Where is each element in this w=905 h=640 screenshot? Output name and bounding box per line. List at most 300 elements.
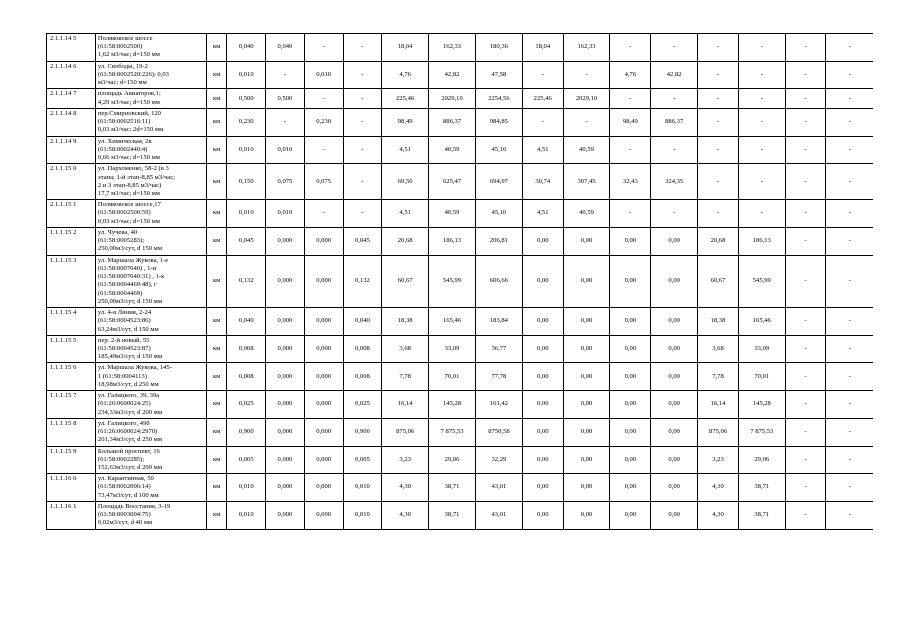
row-value-cell: 0,00 [651, 335, 698, 363]
row-value-cell: 0,00 [522, 255, 563, 307]
row-value-cell: 165,46 [738, 308, 785, 336]
address-line: (61:26:0600024:25) [97, 400, 151, 408]
row-value-cell: - [563, 61, 610, 89]
row-value-cell: 0,010 [266, 136, 305, 164]
table-row [47, 363, 874, 391]
row-value-cell: 0,008 [343, 335, 382, 363]
address-line: 18,98м3/сут, d 250 мм [97, 380, 159, 388]
address-line: ул. 4-я Линия, 2-24 [97, 309, 152, 317]
row-address [95, 200, 206, 228]
row-value-cell: 4,51 [522, 200, 563, 228]
row-value-cell: 0,010 [227, 136, 266, 164]
address-line: 1,62 м3/час; d=150 мм [97, 51, 160, 59]
row-value-cell: 183,84 [475, 308, 522, 336]
row-code: 2.1.1.14 7 [47, 89, 96, 108]
row-value-cell: 77,78 [475, 363, 522, 391]
row-address [95, 61, 206, 89]
table-row [47, 164, 874, 200]
row-code: 1.1.1.15 6 [47, 363, 96, 391]
row-value-cell: 0,000 [266, 446, 305, 474]
row-value-cell: 7,78 [382, 363, 429, 391]
row-value-cell: 0,005 [343, 446, 382, 474]
row-value-cell: 0,008 [343, 363, 382, 391]
row-value-cell: 0,025 [227, 391, 266, 419]
address-line: (61:58:0004469:48), г [97, 281, 157, 289]
row-value-cell: - [343, 136, 382, 164]
row-value-cell: 70,01 [429, 363, 476, 391]
row-value-cell: - [826, 501, 873, 529]
row-value-cell: 98,49 [382, 108, 429, 136]
address-line: ул. Свободы, 19-2 [97, 62, 148, 70]
address-line: (61:58:0002520:226); 0,03 [97, 70, 169, 78]
address-line: ул. Галицкого, 39, 39а [97, 392, 160, 400]
row-value-cell: 0,500 [266, 89, 305, 108]
row-value-cell: 33,09 [738, 335, 785, 363]
row-value-cell: 0,000 [304, 227, 343, 255]
address-line: пер.Смирновский, 120 [97, 109, 161, 117]
row-unit: км [206, 446, 226, 474]
row-value-cell: 0,000 [304, 335, 343, 363]
row-address [95, 474, 206, 502]
address-line: 4,29 м3/час; d=150 мм [97, 98, 160, 106]
row-value-cell: 18,04 [382, 34, 429, 62]
address-line: ул. Маршала Жукова, 145- [97, 364, 172, 372]
row-value-cell: 0,00 [522, 227, 563, 255]
row-unit: км [206, 391, 226, 419]
row-value-cell: - [610, 200, 651, 228]
row-value-cell: 694,97 [475, 164, 522, 200]
table-row [47, 335, 874, 363]
row-value-cell: 4,30 [382, 474, 429, 502]
row-value-cell: 0,045 [343, 227, 382, 255]
row-value-cell: 70,01 [738, 363, 785, 391]
row-value-cell: 45,10 [475, 200, 522, 228]
row-address [95, 34, 206, 62]
row-address [95, 108, 206, 136]
row-value-cell: 0,00 [522, 363, 563, 391]
address-line: (61:58:0004469) [97, 289, 143, 297]
row-address [95, 255, 206, 307]
row-value-cell: 18,38 [382, 308, 429, 336]
row-address [95, 89, 206, 108]
row-value-cell: 162,33 [563, 34, 610, 62]
row-value-cell: 0,000 [266, 501, 305, 529]
row-value-cell: 162,33 [429, 34, 476, 62]
row-value-cell: 29,06 [738, 446, 785, 474]
row-unit: км [206, 363, 226, 391]
table-row [47, 200, 874, 228]
row-value-cell: 40,59 [429, 136, 476, 164]
row-value-cell: 886,37 [651, 108, 698, 136]
row-value-cell: - [826, 89, 873, 108]
row-value-cell: 0,00 [563, 308, 610, 336]
row-code: 1.1.1.15 2 [47, 227, 96, 255]
row-value-cell: 225,46 [522, 89, 563, 108]
row-value-cell: 0,00 [651, 308, 698, 336]
row-value-cell: - [826, 34, 873, 62]
table-row [47, 108, 874, 136]
row-value-cell: 38,71 [429, 474, 476, 502]
row-value-cell: 0,00 [610, 335, 651, 363]
row-value-cell: 0,00 [522, 418, 563, 446]
address-line: 250,00м3/сут, d 150 мм [97, 245, 162, 253]
row-value-cell: 4,51 [382, 200, 429, 228]
table-row [47, 391, 874, 419]
row-value-cell: 98,49 [610, 108, 651, 136]
row-value-cell: 4,76 [382, 61, 429, 89]
row-value-cell: 45,10 [475, 136, 522, 164]
address-line: площадь Авиаторов,1; [97, 90, 161, 98]
row-value-cell: 180,36 [475, 34, 522, 62]
row-value-cell: 545,99 [429, 255, 476, 307]
row-value-cell: 0,00 [651, 418, 698, 446]
row-address [95, 308, 206, 336]
table-row [47, 136, 874, 164]
row-value-cell: 0,010 [227, 200, 266, 228]
row-value-cell: - [826, 308, 873, 336]
row-value-cell: - [304, 136, 343, 164]
address-line: ул. Маршала Жукова, 1-е [97, 256, 169, 264]
row-value-cell: - [343, 108, 382, 136]
row-address [95, 335, 206, 363]
row-value-cell: - [738, 89, 785, 108]
row-value-cell: - [785, 89, 826, 108]
row-value-cell: - [651, 34, 698, 62]
row-value-cell: 0,00 [522, 501, 563, 529]
address-line: (61:58:0002500:59) [97, 209, 151, 217]
row-value-cell: - [522, 61, 563, 89]
row-value-cell: - [826, 474, 873, 502]
address-line: (61:58:0003004:75) [97, 511, 151, 519]
row-value-cell: 0,000 [266, 363, 305, 391]
row-value-cell: 0,008 [227, 363, 266, 391]
row-value-cell: 0,900 [343, 418, 382, 446]
address-line: 0,02м3/сут, d 40 мм [97, 519, 153, 527]
row-value-cell: - [785, 474, 826, 502]
row-code: 2.1.1.15 1 [47, 200, 96, 228]
row-value-cell: - [785, 363, 826, 391]
row-value-cell: 984,85 [475, 108, 522, 136]
row-value-cell: - [785, 418, 826, 446]
row-value-cell: 0,150 [227, 164, 266, 200]
row-value-cell: 7,78 [698, 363, 739, 391]
row-value-cell: - [785, 446, 826, 474]
address-line: (61:58:0002285); [97, 455, 145, 463]
row-value-cell: - [826, 363, 873, 391]
row-value-cell: - [826, 335, 873, 363]
row-value-cell: 0,000 [266, 474, 305, 502]
row-code: 2.1.1.14 6 [47, 61, 96, 89]
row-value-cell: 0,000 [304, 501, 343, 529]
row-value-cell: - [826, 446, 873, 474]
row-value-cell: 2029,10 [429, 89, 476, 108]
row-value-cell: - [826, 61, 873, 89]
address-line: ул. Чучева, 40 [97, 228, 138, 236]
row-unit: км [206, 61, 226, 89]
row-value-cell: - [738, 61, 785, 89]
address-line: Поляковское шоссе [97, 35, 153, 42]
row-value-cell: 29,06 [429, 446, 476, 474]
row-code: 1.1.1.15 9 [47, 446, 96, 474]
address-line: (61:58:0004523:87) [97, 344, 151, 352]
row-value-cell: 0,075 [304, 164, 343, 200]
row-value-cell: - [522, 108, 563, 136]
address-line: (61:58:0002516:11) [97, 118, 151, 126]
row-value-cell: - [826, 227, 873, 255]
address-line: 250,00м3/сут, d 150 мм [97, 297, 162, 305]
row-value-cell: - [785, 391, 826, 419]
row-value-cell: - [738, 200, 785, 228]
row-value-cell: - [785, 227, 826, 255]
row-value-cell: - [785, 200, 826, 228]
address-line: 234,33м3/сут, d 200 мм [97, 408, 162, 416]
row-value-cell: 0,000 [266, 227, 305, 255]
row-value-cell: 0,00 [610, 501, 651, 529]
row-value-cell: 0,00 [610, 363, 651, 391]
row-value-cell: 545,99 [738, 255, 785, 307]
address-line: 152,63м3/сут, d 200 мм [97, 464, 162, 472]
row-value-cell: - [698, 164, 739, 200]
row-value-cell: 18,04 [522, 34, 563, 62]
row-value-cell: 0,00 [610, 446, 651, 474]
row-value-cell: 186,13 [429, 227, 476, 255]
row-value-cell: - [343, 164, 382, 200]
row-value-cell: - [698, 136, 739, 164]
row-value-cell: 38,71 [738, 501, 785, 529]
row-value-cell: - [698, 108, 739, 136]
address-line: (61:58:0002440:4) [97, 145, 148, 153]
row-value-cell: 47,58 [475, 61, 522, 89]
row-value-cell: 0,00 [563, 391, 610, 419]
row-value-cell: 38,71 [738, 474, 785, 502]
row-value-cell: 0,900 [227, 418, 266, 446]
row-value-cell: 3,23 [382, 446, 429, 474]
row-value-cell: 0,132 [343, 255, 382, 307]
row-value-cell: 0,040 [227, 308, 266, 336]
row-code: 2.1.1.14 8 [47, 108, 96, 136]
row-value-cell: - [826, 164, 873, 200]
row-value-cell: - [651, 200, 698, 228]
row-unit: км [206, 136, 226, 164]
row-value-cell: 0,000 [266, 308, 305, 336]
row-value-cell: - [785, 255, 826, 307]
row-unit: км [206, 34, 226, 62]
row-value-cell: 0,00 [651, 227, 698, 255]
row-value-cell: 0,010 [227, 501, 266, 529]
row-unit: км [206, 308, 226, 336]
row-value-cell: - [785, 61, 826, 89]
cost-table [46, 33, 873, 530]
row-unit: км [206, 418, 226, 446]
row-value-cell: 0,010 [227, 474, 266, 502]
address-line: (61:58:0002006:14) [97, 483, 151, 491]
row-value-cell: 0,005 [227, 446, 266, 474]
address-line: 185,49м3/сут, d 150 мм [97, 353, 162, 361]
row-value-cell: 0,000 [266, 255, 305, 307]
row-value-cell: 4,51 [522, 136, 563, 164]
row-value-cell: 4,30 [698, 474, 739, 502]
row-value-cell: 0,00 [610, 474, 651, 502]
row-unit: км [206, 108, 226, 136]
row-value-cell: 0,040 [343, 308, 382, 336]
row-value-cell: 0,230 [304, 108, 343, 136]
row-value-cell: 0,00 [522, 391, 563, 419]
row-address [95, 363, 206, 391]
address-line: (61:58:0004523:86) [97, 317, 151, 325]
row-value-cell: - [610, 89, 651, 108]
row-value-cell: 20,68 [698, 227, 739, 255]
row-value-cell: 0,500 [227, 89, 266, 108]
row-value-cell: 165,46 [429, 308, 476, 336]
row-value-cell: - [651, 89, 698, 108]
row-value-cell: 2254,56 [475, 89, 522, 108]
address-line: 0,03 м3/час; 2d=150 мм [97, 126, 164, 134]
row-value-cell: 0,000 [304, 474, 343, 502]
row-value-cell: - [826, 391, 873, 419]
row-value-cell: - [785, 136, 826, 164]
row-value-cell: 7 875,53 [738, 418, 785, 446]
row-value-cell: 875,06 [698, 418, 739, 446]
row-value-cell: 0,00 [563, 363, 610, 391]
address-line: ул. Химическая, 2в [97, 137, 152, 145]
row-value-cell: 3,23 [698, 446, 739, 474]
address-line: (61:26:0600024:2970) [97, 428, 158, 436]
address-line: 0,03 м3/час; d=150 мм [97, 217, 160, 225]
row-unit: км [206, 164, 226, 200]
row-value-cell: 0,132 [227, 255, 266, 307]
row-value-cell: 4,76 [610, 61, 651, 89]
row-value-cell: 0,025 [343, 391, 382, 419]
row-value-cell: 0,000 [304, 308, 343, 336]
row-value-cell: - [826, 108, 873, 136]
row-value-cell: - [698, 89, 739, 108]
address-line: 1 (61:58:0004113) [97, 372, 147, 380]
table-row [47, 34, 874, 62]
row-value-cell: 40,59 [563, 136, 610, 164]
row-value-cell: 0,008 [227, 335, 266, 363]
row-value-cell: 30,74 [522, 164, 563, 200]
address-line: 63,24м3/сут, d 150 мм [97, 325, 159, 333]
row-value-cell: 0,075 [266, 164, 305, 200]
row-value-cell: - [304, 34, 343, 62]
row-value-cell: 0,000 [304, 418, 343, 446]
row-code: 1.1.1.15 3 [47, 255, 96, 307]
row-address [95, 418, 206, 446]
row-value-cell: 0,00 [610, 227, 651, 255]
row-value-cell: 20,68 [382, 227, 429, 255]
row-value-cell: 3,68 [382, 335, 429, 363]
row-value-cell: 32,43 [610, 164, 651, 200]
row-value-cell: - [610, 136, 651, 164]
row-value-cell: - [343, 89, 382, 108]
row-value-cell: - [304, 200, 343, 228]
document-page [46, 33, 873, 530]
row-value-cell: - [785, 308, 826, 336]
table-row [47, 418, 874, 446]
row-value-cell: 43,01 [475, 501, 522, 529]
row-value-cell: 886,37 [429, 108, 476, 136]
row-value-cell: - [785, 34, 826, 62]
row-value-cell: 0,00 [610, 391, 651, 419]
row-value-cell: 7 875,53 [429, 418, 476, 446]
row-value-cell: 0,00 [522, 446, 563, 474]
row-value-cell: 4,51 [382, 136, 429, 164]
row-value-cell: 0,00 [563, 335, 610, 363]
row-value-cell: 0,00 [563, 446, 610, 474]
row-address [95, 391, 206, 419]
row-value-cell: 0,00 [522, 308, 563, 336]
row-value-cell: - [826, 136, 873, 164]
row-value-cell: - [698, 200, 739, 228]
address-line: м3/час; d=150 мм [97, 79, 147, 87]
row-value-cell: 0,010 [304, 61, 343, 89]
row-value-cell: 0,000 [304, 255, 343, 307]
row-value-cell: - [304, 89, 343, 108]
row-value-cell: 0,00 [563, 501, 610, 529]
row-value-cell: 0,00 [651, 391, 698, 419]
row-value-cell: 145,28 [738, 391, 785, 419]
address-line: 201,34м3/сут, d 250 мм [97, 436, 162, 444]
row-value-cell: 225,46 [382, 89, 429, 108]
row-value-cell: 4,30 [698, 501, 739, 529]
row-value-cell: - [785, 164, 826, 200]
address-line: этапа; 1-й этап-8,85 м3/час; [97, 173, 175, 181]
row-value-cell: - [266, 61, 305, 89]
row-value-cell: 0,00 [563, 227, 610, 255]
row-address [95, 227, 206, 255]
row-value-cell: - [738, 34, 785, 62]
row-value-cell: 0,00 [563, 474, 610, 502]
row-value-cell: 875,06 [382, 418, 429, 446]
row-value-cell: 3,68 [698, 335, 739, 363]
row-value-cell: 206,81 [475, 227, 522, 255]
table-row [47, 61, 874, 89]
row-code: 1.1.1.16 0 [47, 474, 96, 502]
table-row [47, 255, 874, 307]
address-line: Поляковское шоссе,17 [97, 201, 161, 209]
row-value-cell: 0,000 [266, 335, 305, 363]
row-value-cell: 0,00 [610, 308, 651, 336]
row-unit: км [206, 501, 226, 529]
row-value-cell: 40,59 [563, 200, 610, 228]
table-row [47, 227, 874, 255]
row-value-cell: 0,00 [651, 501, 698, 529]
row-value-cell: 0,010 [343, 474, 382, 502]
row-value-cell: 4,30 [382, 501, 429, 529]
row-value-cell: 0,040 [266, 34, 305, 62]
address-line: Площадь Восстания, 3-19 [97, 502, 171, 510]
address-line: пер. 2-й новый, 55 [97, 336, 150, 344]
row-address [95, 501, 206, 529]
row-address [95, 164, 206, 200]
row-value-cell: 42,82 [651, 61, 698, 89]
row-value-cell: 0,010 [266, 200, 305, 228]
row-code: 2.1.1.14 9 [47, 136, 96, 164]
row-value-cell: 307,45 [563, 164, 610, 200]
row-value-cell: - [651, 136, 698, 164]
row-value-cell: - [698, 61, 739, 89]
address-line: (61:58:0005283); [97, 237, 145, 245]
row-value-cell: 0,010 [227, 61, 266, 89]
row-value-cell: - [343, 34, 382, 62]
row-value-cell: 0,000 [304, 363, 343, 391]
row-value-cell: 0,00 [651, 255, 698, 307]
row-value-cell: - [785, 335, 826, 363]
row-value-cell: 16,14 [698, 391, 739, 419]
row-value-cell: 36,77 [475, 335, 522, 363]
row-value-cell: 324,35 [651, 164, 698, 200]
row-address [95, 446, 206, 474]
